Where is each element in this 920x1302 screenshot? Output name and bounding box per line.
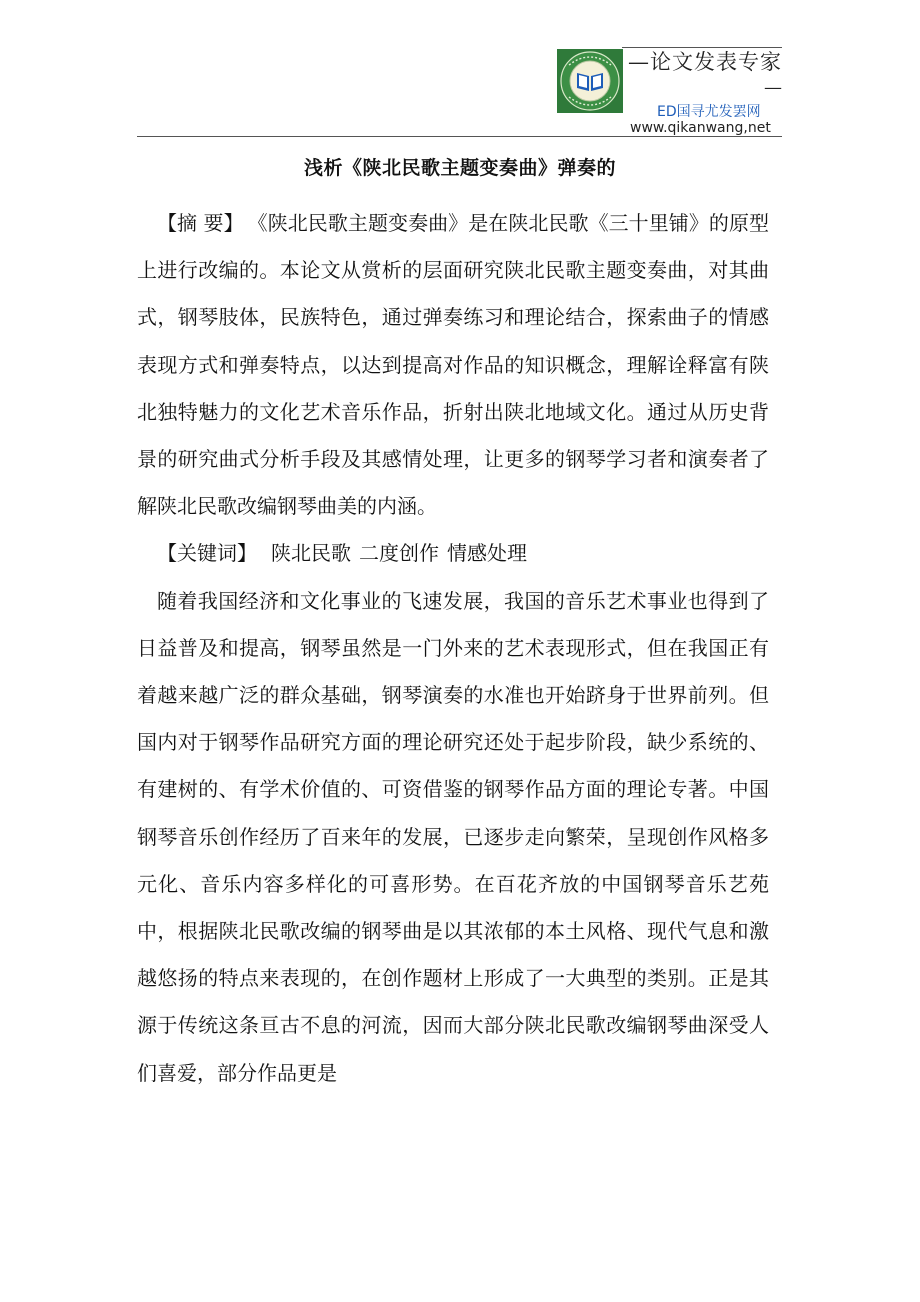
site-name-link[interactable]: ED国寻尤发罢网 bbox=[657, 104, 761, 120]
abstract-paragraph bbox=[137, 200, 769, 530]
keywords-label: 【关键词】 bbox=[157, 541, 257, 566]
abstract-text: 《陕北民歌主题变奏曲》是在陕北民歌《三十里铺》的原型上进行改编的。本论文从赏析的层面研究陕北民歌主题变奏曲，对其曲式，钢琴肢体，民族特色，通过弹奏练习和理论结合，探索曲子的情感表现方式和弹奏特点，以达到提高对作品的知识概念，理解诠释富有陕北独特魅力的文化艺术音乐作品，折射出陕北地域文化。通过从历史背景的研究曲式分析手段及其感情处理，让更多的钢琴学习者和演奏者了解陕北民歌改编钢琴曲美的内涵。 bbox=[137, 211, 770, 519]
keyword-item: 情感处理 bbox=[447, 541, 527, 566]
header-slogan: —论文发表专家 bbox=[628, 50, 782, 74]
keyword-item: 陕北民歌 bbox=[271, 541, 351, 566]
keywords-paragraph bbox=[137, 530, 769, 577]
document-body bbox=[137, 200, 769, 1097]
page-header bbox=[0, 0, 920, 140]
book-emblem-icon bbox=[557, 49, 623, 113]
keyword-item: 二度创作 bbox=[359, 541, 439, 566]
site-url-link[interactable]: www.qikanwang,net bbox=[630, 120, 771, 136]
abstract-label: 【摘 要】 bbox=[157, 211, 244, 235]
body-paragraph: 随着我国经济和文化事业的飞速发展，我国的音乐艺术事业也得到了日益普及和提高，钢琴虽然是一门外来的艺术表现形式，但在我国正有着越来越广泛的群众基础，钢琴演奏的水准也开始跻身于世界前列。但国内对于钢琴作品研究方面的理论研究还处于起步阶段，缺少系统的、有建树的、有学术价值的、可资借鉴的钢琴作品方面的理论专著。中国钢琴音乐创作经历了百来年的发展，已逐步走向繁荣，呈现创作风格多元化、音乐内容多样化的可喜形势。在百花齐放的中国钢琴音乐艺苑中，根据陕北民歌改编的钢琴曲是以其浓郁的本土风格、现代气息和激越悠扬的特点来表现的，在创作题材上形成了一大典型的类别。正是其源于传统这条亘古不息的河流，因而大部分陕北民歌改编钢琴曲深受人们喜爱，部分作品更是 bbox=[137, 588, 769, 1085]
header-slogan-dash: — bbox=[764, 77, 782, 98]
document-title: 浅析《陕北民歌主题变奏曲》弹奏的 bbox=[303, 157, 616, 179]
header-divider bbox=[137, 136, 782, 137]
